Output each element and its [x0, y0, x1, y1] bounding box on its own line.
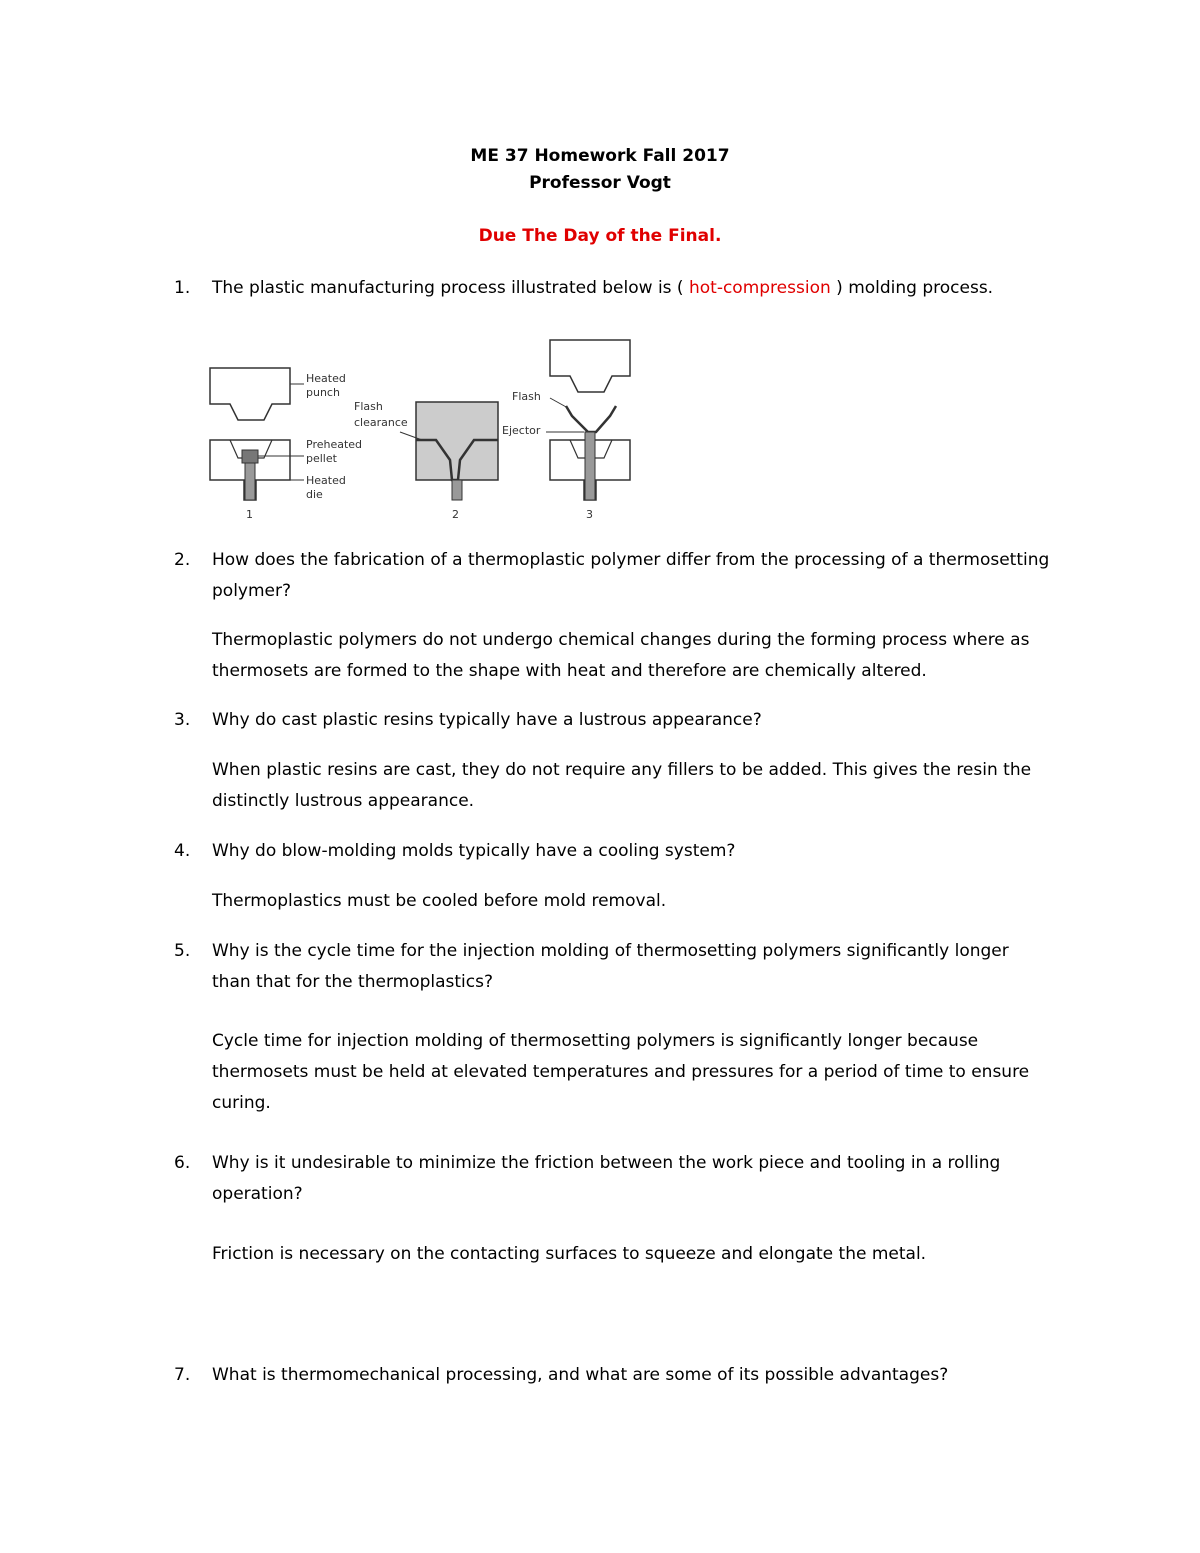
- question-text: What is thermomechanical processing, and what are some of its possible advantages?: [212, 1365, 949, 1385]
- step-2-label: 2: [452, 508, 459, 521]
- question-text: Why is the cycle time for the injection molding of thermosetting polymers significantly longer than that for the thermoplastics?: [212, 941, 1009, 992]
- answer-5: Cycle time for injection molding of thermosetting polymers is significantly longer because thermosets must be held at elevated temperatures and pressures for a period of time to ensure curing.: [212, 1031, 1030, 1113]
- question-2: [174, 545, 1054, 607]
- label-preheated: Preheated: [306, 438, 363, 451]
- question-number: 7.: [174, 1365, 191, 1385]
- question-number: 6.: [174, 1153, 191, 1173]
- question-number: 1.: [174, 278, 191, 298]
- question-number: 4.: [174, 841, 191, 861]
- question-text: Why do cast plastic resins typically have a lustrous appearance?: [212, 710, 762, 730]
- label-pellet: pellet: [306, 452, 337, 465]
- answer-6: Friction is necessary on the contacting surfaces to squeeze and elongate the metal.: [212, 1244, 927, 1264]
- raised-punch-shape: [550, 340, 630, 392]
- label-ejector: Ejector: [502, 424, 541, 437]
- professor-name: Professor Vogt: [529, 173, 671, 193]
- question-number: 2.: [174, 550, 191, 570]
- label-heated-die: Heated: [306, 474, 346, 487]
- label-punch: punch: [306, 386, 340, 399]
- label-flash: Flash: [354, 400, 383, 413]
- question-1-answer-blank: hot-compression: [688, 278, 831, 298]
- label-clearance: clearance: [354, 416, 408, 429]
- question-number: 5.: [174, 941, 191, 961]
- question-text: How does the fabrication of a thermoplastic polymer differ from the processing of a thermosetting polymer?: [212, 550, 1050, 601]
- preheated-pellet-shape: [242, 450, 258, 463]
- question-text: Why is it undesirable to minimize the friction between the work piece and tooling in a rolling operation?: [212, 1153, 1001, 1204]
- step-3-label: 3: [586, 508, 593, 521]
- ejector-shape: [585, 432, 595, 500]
- answer-4: Thermoplastics must be cooled before mold removal.: [212, 891, 667, 911]
- question-text: [212, 273, 1052, 304]
- label-die: die: [306, 488, 323, 501]
- question-1-suffix: ) molding process.: [836, 278, 994, 298]
- label-flash-3: Flash: [512, 390, 541, 403]
- compression-molding-diagram: [200, 336, 640, 526]
- question-text: Why do blow-molding molds typically have a cooling system?: [212, 841, 736, 861]
- ejector-pin-shape: [245, 458, 255, 500]
- due-date: Due The Day of the Final.: [478, 226, 722, 246]
- question-number: 3.: [174, 710, 191, 730]
- answer-2: Thermoplastic polymers do not undergo chemical changes during the forming process where as thermosets are formed to the shape with heat and therefore are chemically altered.: [212, 630, 1030, 681]
- heated-punch-shape: [210, 368, 290, 420]
- label-heated: Heated: [306, 372, 346, 385]
- step-1-label: 1: [246, 508, 253, 521]
- answer-3: When plastic resins are cast, they do not require any fillers to be added. This gives the resin the distinctly lustrous appearance.: [212, 760, 1032, 811]
- document-title: ME 37 Homework Fall 2017: [470, 146, 730, 166]
- ejected-part-shape: [566, 406, 616, 432]
- question-1-prefix: The plastic manufacturing process illustrated below is (: [212, 278, 684, 298]
